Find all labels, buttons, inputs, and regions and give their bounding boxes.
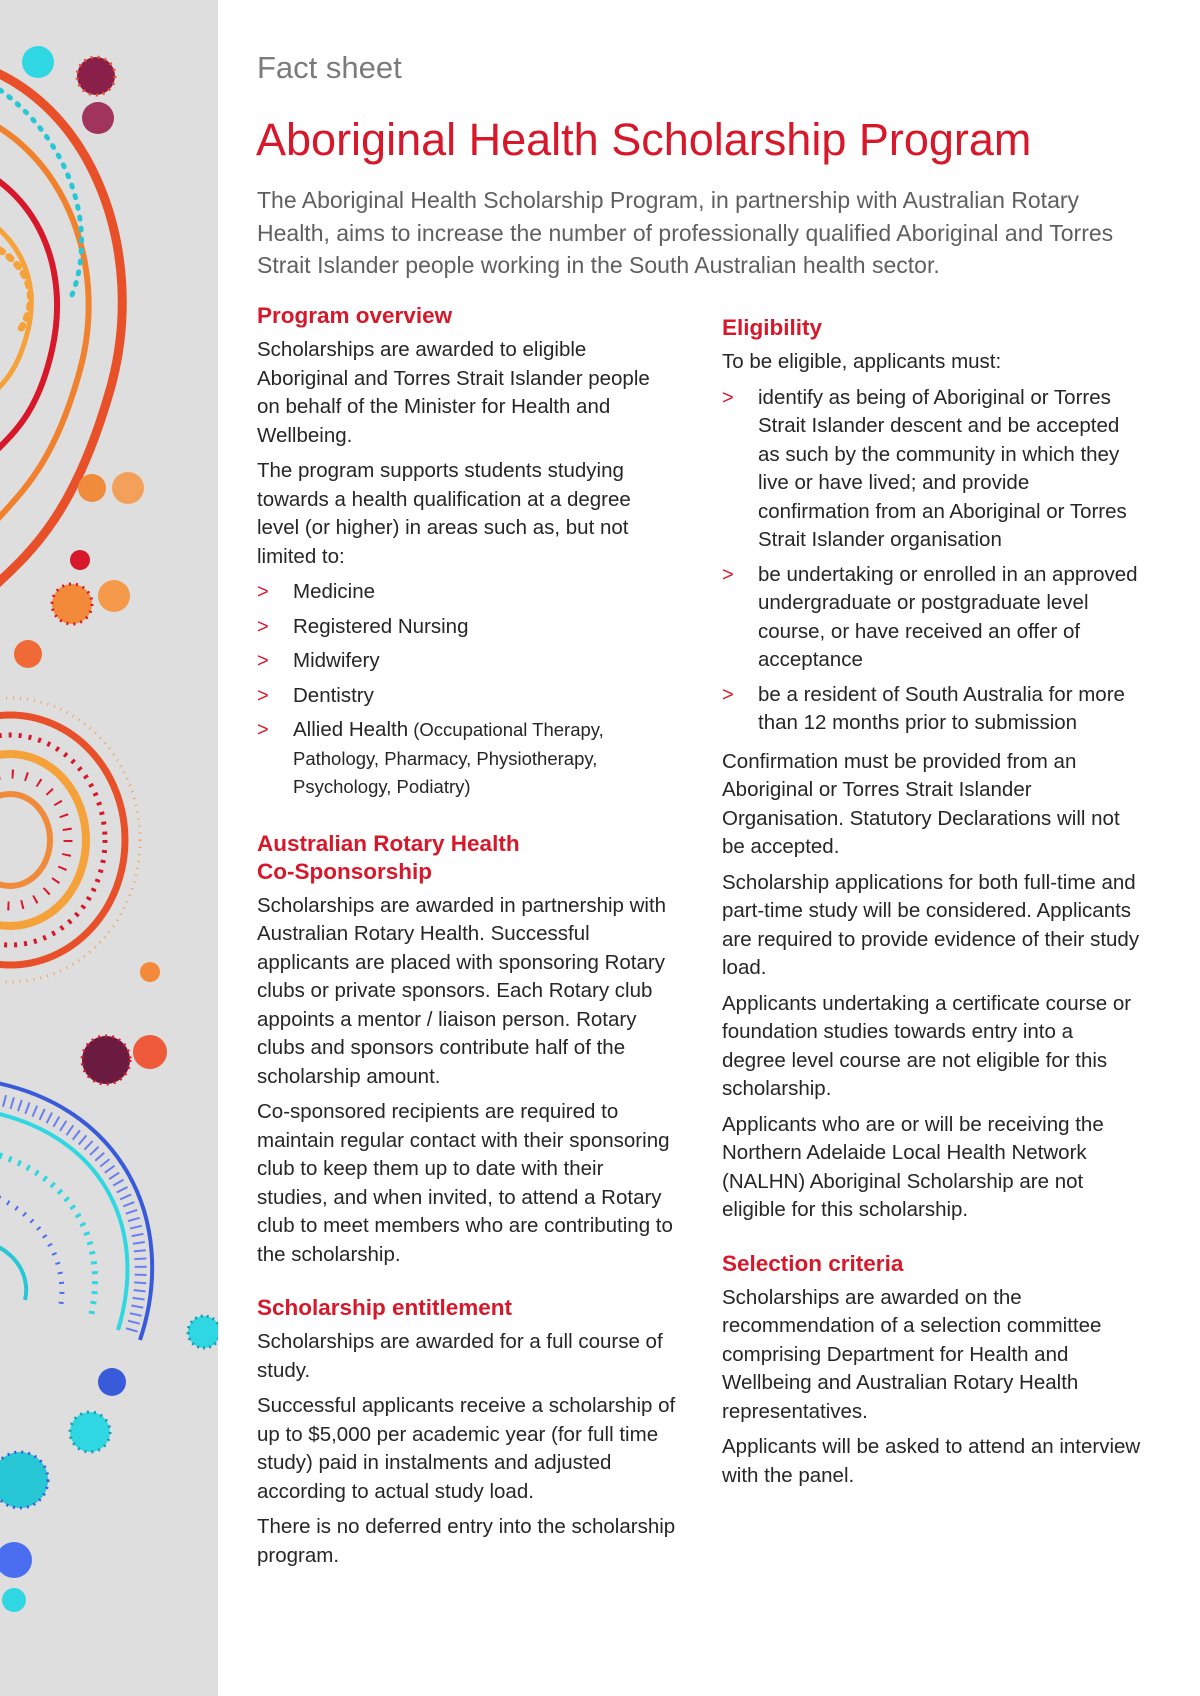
list-item: > be a resident of South Australia for more than 12 months prior to submission (722, 682, 1125, 734)
list-item: > Midwifery (257, 647, 677, 676)
chevron-right-icon: > (722, 386, 734, 409)
rotary-cosponsorship-heading: Australian Rotary Health Co-Sponsorship (257, 830, 520, 884)
intro-paragraph: The Aboriginal Health Scholarship Program, in partnership with Australian Rotary Health, aims to increase the number of professionally qualified Aboriginal and Torres Strait Islander people working in the South Australian health sector. (257, 187, 1114, 278)
eligibility-paragraph-3: Applicants undertaking a certificate course or foundation studies towards entry into a degree level course are not eligible for this scholarship. (722, 991, 1132, 1100)
eligibility-lead: To be eligible, applicants must: (722, 350, 1002, 373)
rotary-cosponsorship-section (257, 830, 677, 1270)
eligibility-list (722, 384, 1142, 738)
right-column (722, 314, 1142, 1497)
overview-paragraph-2: The program supports students studying towards a health qualification at a degree level (or higher) in areas such as, but not limited to: (257, 459, 631, 568)
chevron-right-icon: > (722, 563, 734, 586)
left-column (257, 302, 677, 1577)
scholarship-entitlement-section (257, 1294, 677, 1570)
entitlement-paragraph-3: There is no deferred entry into the scholarship program. (257, 1515, 676, 1567)
overview-paragraph-1: Scholarships are awarded to eligible Aboriginal and Torres Strait Islander people on behalf of the Minister for Health and Wellbeing. (257, 338, 650, 447)
aboriginal-dot-art-illustration (0, 0, 218, 1696)
qualification-list (257, 578, 677, 802)
decorative-artwork-sidebar (0, 0, 218, 1696)
selection-criteria-heading: Selection criteria (722, 1250, 904, 1276)
list-item: > Medicine (257, 578, 677, 607)
chevron-right-icon: > (257, 684, 269, 707)
program-overview-section (257, 302, 677, 802)
program-overview-heading: Program overview (257, 303, 453, 328)
document-type-label: Fact sheet (257, 50, 402, 85)
entitlement-paragraph-2: Successful applicants receive a scholarship of up to $5,000 per academic year (for full time study) paid in instalments and adjusted according to actual study load. (257, 1394, 676, 1503)
eligibility-paragraph-4: Applicants who are or will be receiving the Northern Adelaide Local Health Network (NALHN) Aboriginal Scholarship are not eligible for this scholarship. (722, 1112, 1104, 1221)
chevron-right-icon: > (257, 719, 269, 741)
eligibility-section (722, 314, 1142, 1225)
chevron-right-icon: > (257, 615, 269, 638)
list-item: > Dentistry (257, 682, 677, 711)
selection-criteria-section (722, 1250, 1142, 1491)
selection-paragraph-1: Scholarships are awarded on the recommendation of a selection committee comprising Department for Health and Wellbeing and Australian Rotary Health representatives. (722, 1285, 1102, 1423)
selection-paragraph-2: Applicants will be asked to attend an interview with the panel. (722, 1435, 1141, 1487)
eligibility-heading: Eligibility (722, 315, 823, 340)
list-item: > identify as being of Aboriginal or Torres Strait Islander descent and be accepted as such by the community in which they live or have lived; and provide confirmation from an Aboriginal or Torres Strait Islander organisation (722, 385, 1127, 551)
page-title: Aboriginal Health Scholarship Program (256, 114, 1032, 165)
list-item: > Allied Health (Occupational Therapy, Pathology, Pharmacy, Physiotherapy, Psychology, Podiatry) (257, 718, 604, 797)
list-item: > Registered Nursing (257, 613, 677, 642)
chevron-right-icon: > (257, 650, 269, 672)
chevron-right-icon: > (722, 683, 734, 706)
rotary-paragraph-1: Scholarships are awarded in partnership with Australian Rotary Health. Successful applicants are placed with sponsoring Rotary clubs or private sponsors. Each Rotary club appoints a mentor / liaison person. Rotary clubs and sponsors contribute half of the scholarship amount. (257, 893, 667, 1088)
entitlement-paragraph-1: Scholarships are awarded for a full course of study. (257, 1330, 663, 1382)
rotary-paragraph-2: Co-sponsored recipients are required to maintain regular contact with their sponsoring club to keep them up to date with their studies, and when invited, to attend a Rotary club to meet members who are contributing to the scholarship. (257, 1100, 673, 1266)
scholarship-entitlement-heading: Scholarship entitlement (257, 1295, 513, 1320)
list-item: > be undertaking or enrolled in an approved undergraduate or postgraduate level course, or have received an offer of acceptance (722, 562, 1138, 671)
eligibility-paragraph-1: Confirmation must be provided from an Aboriginal or Torres Strait Islander Organisation. Statutory Declarations will not be accepted. (722, 749, 1120, 858)
chevron-right-icon: > (257, 581, 269, 603)
allied-health-details: (Occupational Therapy, Pathology, Pharmacy, Physiotherapy, Psychology, Podiatry) (293, 719, 604, 797)
eligibility-paragraph-2: Scholarship applications for both full-time and part-time study will be considered. Applicants are required to provide evidence of their study load. (722, 870, 1140, 979)
